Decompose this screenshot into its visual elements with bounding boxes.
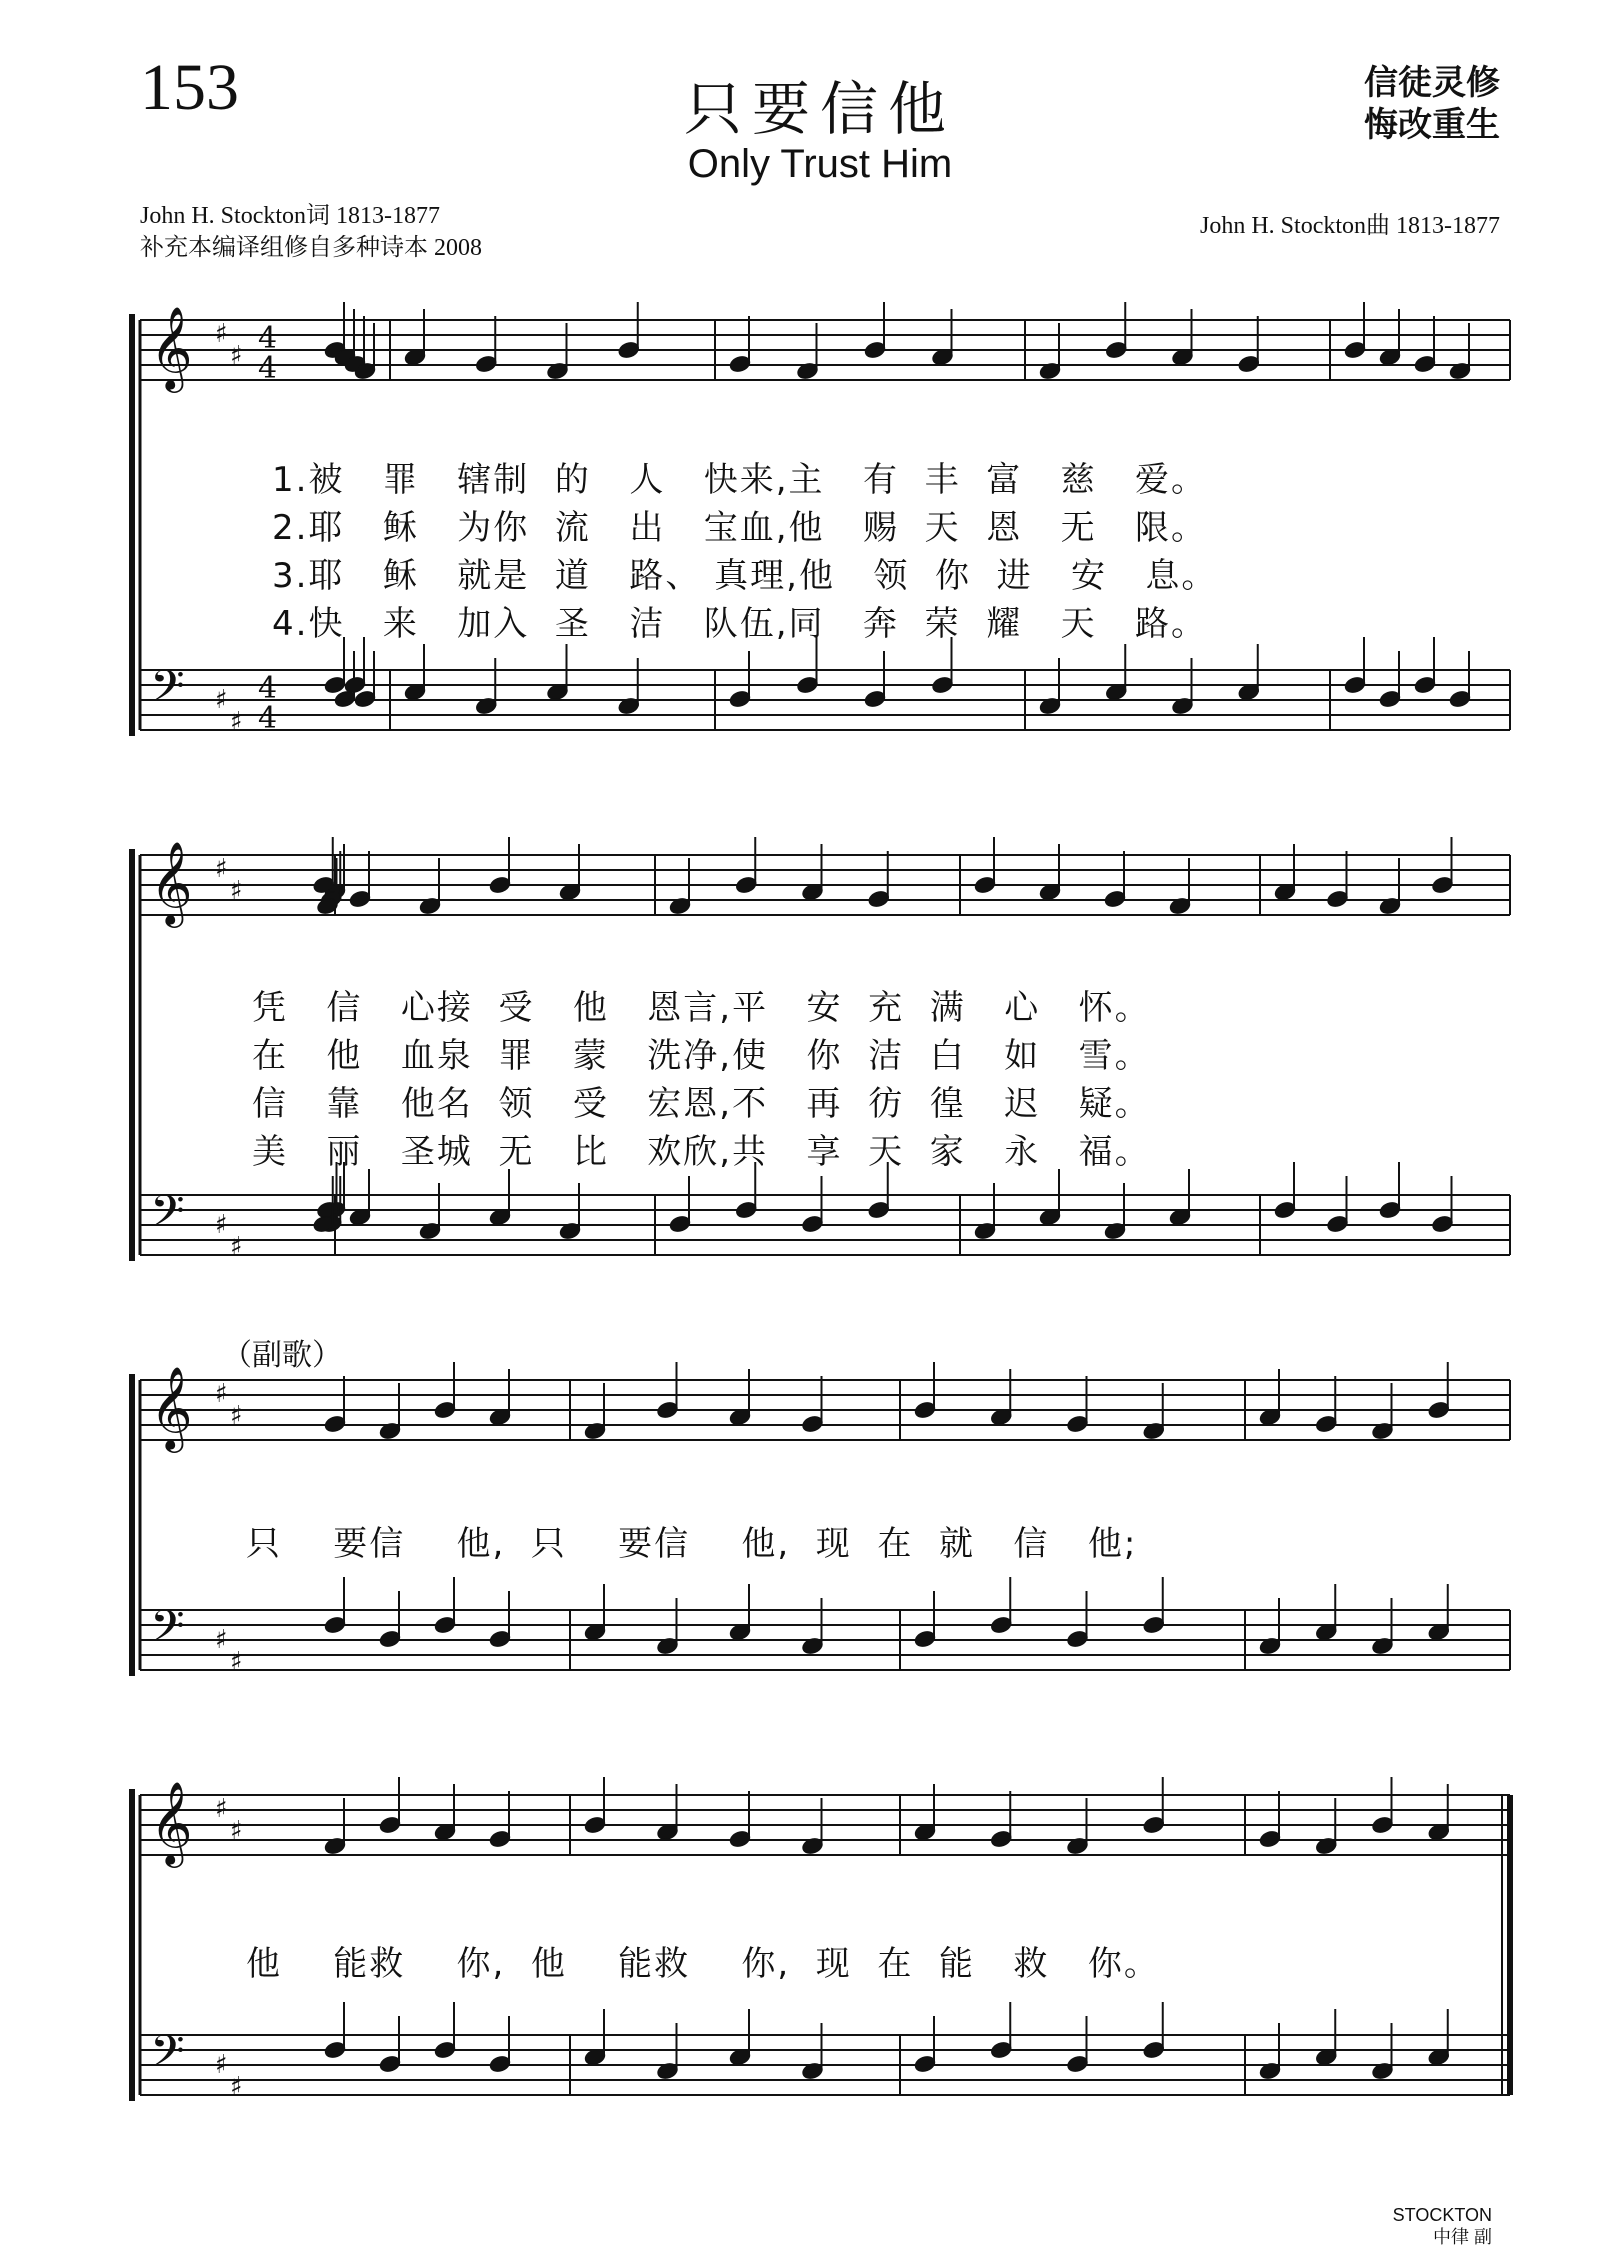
- time-signature: 4: [258, 351, 278, 386]
- tune-info: [1393, 2204, 1492, 2248]
- sharp-icon: ♯: [215, 1794, 228, 1824]
- category-line-1: 信徒灵修: [1364, 63, 1500, 103]
- category-line-2: 悔改重生: [1364, 105, 1500, 145]
- music-credit: John H. Stockton曲 1813-1877: [1200, 213, 1500, 239]
- lyric-verse-4: 美 丽 圣城 无 比 欢欣,共 享 天 家 永 福。: [252, 1132, 1151, 1172]
- sharp-icon: ♯: [215, 1379, 228, 1409]
- sharp-icon: ♯: [230, 1232, 243, 1262]
- lyric-verse-4: 4.快 来 加入 圣 洁 队伍,同 奔 荣 耀 天 路。: [272, 604, 1208, 644]
- treble-clef-icon: 𝄞: [150, 840, 193, 924]
- sharp-icon: ♯: [215, 1625, 228, 1655]
- treble-clef-icon: 𝄞: [150, 305, 193, 389]
- hymn-number: 153: [140, 51, 239, 124]
- sharp-icon: ♯: [215, 685, 228, 715]
- sharp-icon: ♯: [230, 876, 243, 906]
- title-english: Only Trust Him: [687, 142, 953, 186]
- lyric-chorus-2: 他 能救 你, 他 能救 你, 现 在 能 救 你。: [246, 1944, 1160, 1984]
- time-signature: 4: [258, 701, 278, 736]
- time-signature: 4: [258, 321, 278, 356]
- lyric-verse-1: 凭 信 心接 受 他 恩言,平 安 充 满 心 怀。: [252, 988, 1151, 1028]
- sharp-icon: ♯: [230, 707, 243, 737]
- treble-clef-icon: 𝄞: [150, 1365, 193, 1449]
- lyric-verse-2: 2.耶 稣 为你 流 出 宝血,他 赐 天 恩 无 限。: [272, 508, 1208, 548]
- sharp-icon: ♯: [215, 854, 228, 884]
- lyric-verse-1: 1.被 罪 辖制 的 人 快来,主 有 丰 富 慈 爱。: [272, 460, 1208, 500]
- lyric-verse-3: 3.耶 稣 就是 道 路、 真理,他 领 你 进 安 息。: [272, 556, 1218, 596]
- bass-clef-icon: 𝄢: [150, 2025, 185, 2088]
- title-chinese: 只要信他: [683, 75, 956, 143]
- bass-clef-icon: 𝄢: [150, 1600, 185, 1663]
- revision-credit: 补充本编译组修自多种诗本 2008: [140, 235, 482, 261]
- lyric-chorus-1: 只 要信 他, 只 要信 他, 现 在 就 信 他;: [246, 1524, 1138, 1564]
- sharp-icon: ♯: [230, 1401, 243, 1431]
- bass-clef-icon: 𝄢: [150, 660, 185, 723]
- time-signature: 4: [258, 671, 278, 706]
- tune-name: STOCKTON: [1392, 2205, 1492, 2225]
- sharp-icon: ♯: [215, 319, 228, 349]
- sharp-icon: ♯: [230, 1647, 243, 1677]
- lyric-verse-2: 在 他 血泉 罪 蒙 洗净,使 你 洁 白 如 雪。: [252, 1036, 1151, 1076]
- sharp-icon: ♯: [215, 2050, 228, 2080]
- lyrics-credit: John H. Stockton词 1813-1877: [140, 203, 440, 229]
- sharp-icon: ♯: [230, 341, 243, 371]
- chorus-label: （副歌）: [222, 1338, 342, 1373]
- sharp-icon: ♯: [215, 1210, 228, 1240]
- lyric-verse-3: 信 靠 他名 领 受 宏恩,不 再 彷 徨 迟 疑。: [252, 1084, 1151, 1124]
- sharp-icon: ♯: [230, 2072, 243, 2102]
- meter-label: 中律 副: [1432, 2227, 1492, 2247]
- sharp-icon: ♯: [230, 1816, 243, 1846]
- treble-clef-icon: 𝄞: [150, 1780, 193, 1864]
- bass-clef-icon: 𝄢: [150, 1185, 185, 1248]
